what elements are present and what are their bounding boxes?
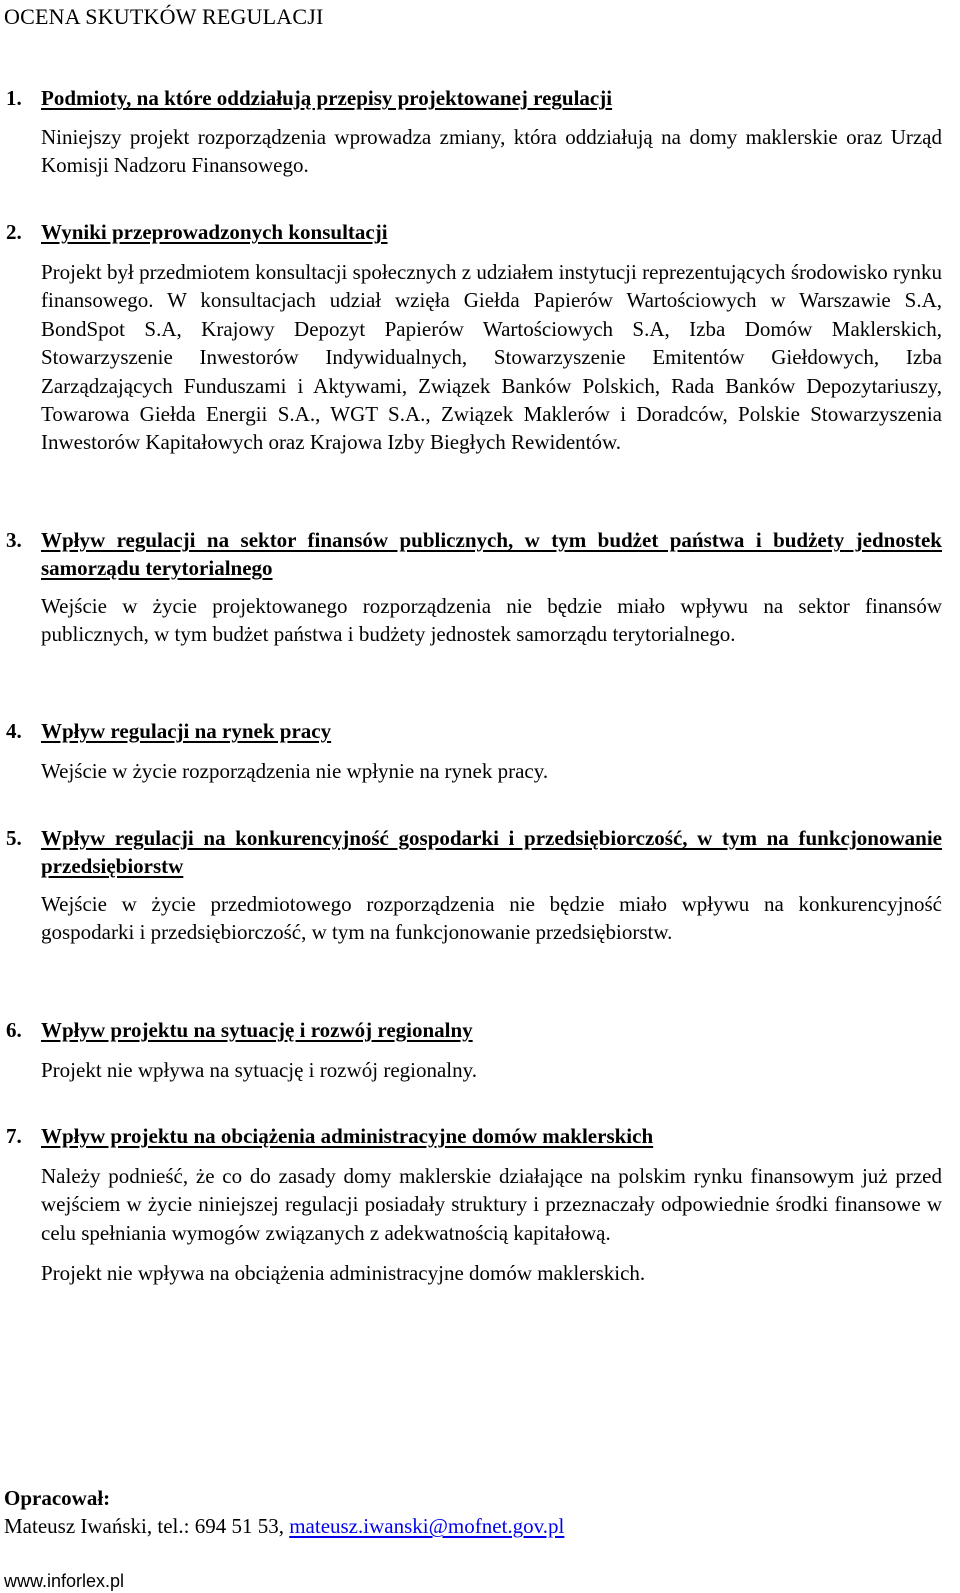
section-heading — [6, 717, 942, 745]
author-name-phone: Mateusz Iwański, tel.: 694 51 53, — [4, 1514, 290, 1538]
section-title: Wpływ regulacji na sektor finansów publicznych, w tym budżet państwa i budżety jednostek samorządu terytorialnego — [41, 528, 942, 580]
author-footer — [4, 1484, 944, 1540]
section-paragraph: Wejście w życie rozporządzenia nie wpłynie na rynek pracy. — [41, 759, 549, 783]
section-number: 3. — [6, 528, 22, 552]
section-paragraph: Wejście w życie przedmiotowego rozporządzenia nie będzie miało wpływu na konkurencyjność gospodarki i przedsiębiorczość, w tym na funkcjonowanie przedsiębiorstw. — [41, 892, 942, 945]
section-number: 2. — [6, 220, 22, 244]
document-title: OCENA SKUTKÓW REGULACJI — [4, 4, 324, 29]
section-paragraph: Projekt nie wpływa na sytuację i rozwój regionalny. — [41, 1058, 478, 1082]
section-paragraph: Projekt był przedmiotem konsultacji społecznych z udziałem instytucji reprezentujących środowisko rynku finansowego. W konsultacjach udział wzięła Giełda Papierów Wartościowych w Warszawie S.A, BondSpot S.A, Krajowy Depozyt Papierów Wartościowych S.A, Izba Domów Maklerskich, Stowarzyszenie Inwestorów Indywidualnych, Stowarzyszenie Emitentów Giełdowych, Izba Zarządzających Funduszami i Aktywami, Związek Banków Polskich, Rada Banków Depozytariuszy, Towarowa Giełda Energii S.A., WGT S.A., Związek Maklerów i Doradców, Polskie Stowarzyszenia Inwestorów Kapitałowych oraz Krajowa Izby Biegłych Rewidentów. — [41, 260, 942, 455]
section-heading — [6, 824, 942, 880]
section-5 — [6, 824, 942, 947]
section-number: 6. — [6, 1018, 22, 1042]
section-number: 4. — [6, 719, 22, 743]
section-title: Wpływ regulacji na konkurencyjność gospodarki i przedsiębiorczość, w tym na funkcjonowanie przedsiębiorstw — [41, 826, 942, 878]
section-heading — [6, 1122, 942, 1150]
author-contact — [4, 1512, 944, 1540]
prepared-by-label: Opracował: — [4, 1486, 111, 1510]
section-4 — [6, 717, 942, 785]
section-number: 1. — [6, 86, 22, 110]
section-heading — [6, 1016, 942, 1044]
section-heading — [6, 84, 942, 112]
section-heading — [6, 218, 942, 246]
section-7 — [6, 1122, 942, 1288]
section-paragraph: Projekt nie wpływa na obciążenia administracyjne domów maklerskich. — [41, 1261, 646, 1286]
section-2 — [6, 218, 942, 457]
section-paragraph: Wejście w życie projektowanego rozporządzenia nie będzie miało wpływu na sektor finansów publicznych, w tym budżet państwa i budżety jednostek samorządu terytorialnego. — [41, 594, 942, 647]
section-heading — [6, 526, 942, 582]
watermark: www.inforlex.pl — [4, 1571, 125, 1591]
section-number: 7. — [6, 1124, 22, 1148]
section-paragraph: Należy podnieść, że co do zasady domy maklerskie działające na polskim rynku finansowym już przed wejściem w życie niniejszej regulacji posiadały struktury i przeznaczały odpowiednie środki finansowe w celu spełniania wymogów związanych z adekwatnością kapitałową. — [41, 1164, 942, 1245]
section-1 — [6, 84, 942, 180]
section-title: Wpływ regulacji na rynek pracy — [41, 719, 332, 743]
author-email-link[interactable]: mateusz.iwanski@mofnet.gov.pl — [289, 1514, 565, 1538]
section-3 — [6, 526, 942, 649]
section-6 — [6, 1016, 942, 1084]
section-number: 5. — [6, 826, 22, 850]
section-title: Wpływ projektu na obciążenia administracyjne domów maklerskich — [41, 1124, 654, 1148]
section-paragraph: Niniejszy projekt rozporządzenia wprowadza zmiany, która oddziałują na domy maklerskie oraz Urząd Komisji Nadzoru Finansowego. — [41, 125, 942, 178]
section-title: Podmioty, na które oddziałują przepisy projektowanej regulacji — [41, 86, 613, 110]
section-title: Wpływ projektu na sytuację i rozwój regionalny — [41, 1018, 473, 1042]
section-title: Wyniki przeprowadzonych konsultacji — [41, 220, 388, 244]
